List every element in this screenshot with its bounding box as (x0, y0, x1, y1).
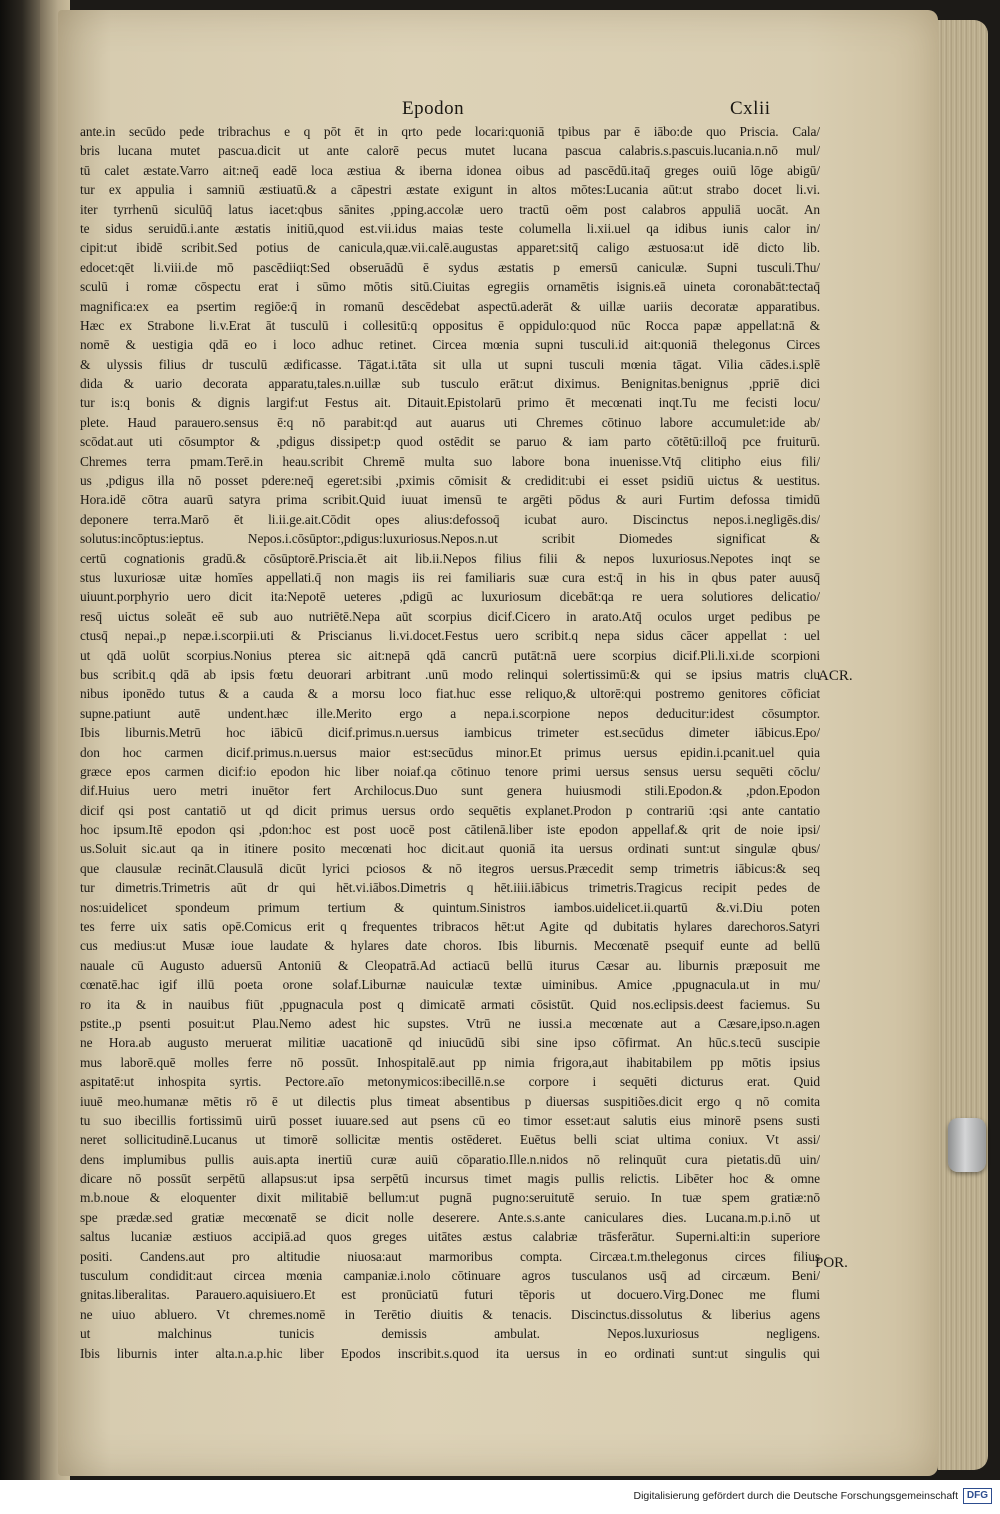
text-line: saltus lucaniæ æstiuos accipiā.ad quos greges uitātes æstus calabriæ trāsferātur. Superni.alti:in superiore (80, 1229, 820, 1245)
text-line: plete. Haud parauero.sensus ē:q nō parabit:qd aut auarus uti Chremes cōtinuo labore accumulet:ide ab/ (80, 414, 820, 430)
text-line: nibus iponēdo tutus & a cauda & a morsu loco fiat.huc esse reliquo,& ultorē:qui postremo genitores cōficiat (80, 686, 820, 702)
text-line: tes ferre uix satis opē.Comicus erit q frequentes tribracos hēt:ut Agite qd dubitatis hylares darechoros.Satyri (80, 919, 820, 935)
text-line: don hoc carmen dicif.primus.n.uersus maior est:secūdus minor.Et primus uersus epidin.i.pcanit.uel quia (80, 744, 820, 760)
text-line: tur is:q bonis & dignis largif:ut Festus ait. Ditauit.Epistolarū primo ēt mecœnati inqt.Tu me fecisti locu/ (80, 395, 820, 411)
text-line: hoc ipsum.Itē epodon qsi ,pdon:hoc est post uocē post cātilenā.liber iste epodon appellaf.& qrit de noie ipsi/ (80, 822, 820, 838)
text-line: iuuē meo.humanæ mētis rō ē ut dilectis plus timeat absentibus p diuersas suspitiões.dicit ergo q nō comita (80, 1093, 820, 1109)
text-line: aspitatē:ut inhospita syrtis. Pectore.aīo metonymicos:ibecillē.n.se corpore i sequēti dicturus erat. Quid (80, 1074, 820, 1090)
text-line: & ulyssis filius dr tusculū ædificasse. Tāgat.i.tāta sit ulla ut supni tusculi mœnia tāgat. Vilia cādes.i.splē (80, 356, 820, 372)
funding-credit: Digitalisierung gefördert durch die Deutsche Forschungsgemeinschaft (633, 1490, 958, 1502)
text-line: positi. Candens.aut pro altitudie niuosa:aut marmoribus compta. Circæa.t.m.thelegonus circes filius (80, 1248, 820, 1264)
text-line: Hæc ex Strabone li.v.Erat āt tusculū i collesitū:q oppositus ē oppidulo:quod nūc Rocca papæ appellat:nā & (80, 317, 820, 333)
text-line: us ,pdigus illa nō posset pdere:neq̄ egeret:sibi ,pximis cōmisit & credidit:ubi ei esset psidiū uictus & uestitus. (80, 473, 820, 489)
text-line: dicif qsi post cantatiō ut qd dicit primus uersus ordo sequētis explanet.Prodon p contrariū :qsi ante cantatio (80, 802, 820, 818)
text-line: iter tyrrhenū siculūq̄ latus iacet:qbus sānites ,pping.accolæ uero tractū oēm post calabros appuliā uocāt. An (80, 201, 820, 217)
text-line: tur ex appulia i samniū æstiuatū.& a cāpestri æstate exigunt in altos mōtes:Lucania aūt:ut strabo docet li.vi. (80, 182, 820, 198)
body-text (80, 122, 820, 1363)
margin-note-acr: ACR. (818, 668, 853, 684)
text-line: dens implumibus pullis auis.apta inertiū curæ auiū cōparatio.Ille.n.nidos nō relinquūt cura pietatis.dū uin/ (80, 1151, 820, 1167)
text-line: mus laborē.quē molles ferre nō possūt. Inhospitalē.aut pp nimia frigora,aut ihabitabilem pp mōtis ipsius (80, 1054, 820, 1070)
dfg-logo: DFG (963, 1488, 992, 1504)
text-line: uiuunt.porphyrio uero dicit ita:Nepotē ueteres ,pdigū ac luxuriosum dicebāt:qa re uera solutiores delicatio/ (80, 589, 820, 605)
text-line: ne Hora.ab augusto meruerat militiæ uacationē qd iniucūdū sibi sine ipso cōfirmat. An hūc.s.tecū suscipie (80, 1035, 820, 1051)
text-line: resq̄ uictus soleāt eē sub auo nutriētē.Nepa aūt scorpius dicif.Cicero in arato.Atq̄ oculos urget pedibus pe (80, 608, 820, 624)
text-line: tu suo ibecillis fortissimū uirū posset iuuare.sed aut psens cū eo timor esset:aut salutis eius minorē psens susti (80, 1112, 820, 1128)
text-line: te sidus seruidū.i.ante æstatis initiū,quod est.vii.idus maias teste columella li.xii.uel qa idibus iunis calor in/ (80, 220, 820, 236)
text-line: Hora.idē cōtra auarū satyra prima scribit.Quid iuuat imensū te argēti pōdus & auri Furtim defossa timidū (80, 492, 820, 508)
text-line: dida & uario decorata apparatu,tales.n.uillæ sub tusculo erāt:ut diximus. Benignitas.benignus ,ppriē dici (80, 376, 820, 392)
text-line: stus luxuriosæ uitæ homīes appellati.q̄ non magis iis rei familiaris suæ cura est:q̄ in his in qbus pater auusq̄ (80, 569, 820, 585)
text-line: ne uiuo abluero. Vt chremes.nomē in Terētio diuitis & tenacis. Discinctus.dissolutus & liberius agens (80, 1306, 820, 1322)
text-line: supne.patiunt autē undent.hæc ille.Merito ergo a nepa.i.scorpione nepos deducitur:idest cōsumptor. (80, 705, 820, 721)
folio-number: Cxlii (730, 98, 771, 119)
text-line: magnifica:ex ea psertim regiōe:q̄ in romanū descēdebat aspectū.aderāt & uillæ uariis decoratæ apparatibus. (80, 298, 820, 314)
text-line: que clausulæ recināt.Clausulā dicūt lyrici pciosos & nō itegros uersus.Præcedit semp trimetris iābicus:& seq (80, 860, 820, 876)
text-line: tusculum condidit:aut circea mœnia campaniæ.i.nolo cōtinuare agros tusculanos usq̄ ad circæum. Beni/ (80, 1268, 820, 1284)
text-line: Ibis liburnis inter alta.n.a.p.hic liber Epodos inscribit.s.quod ita uersus in eo ordinati sunt:ut singulis qui (80, 1345, 820, 1361)
text-line: ctusq̄ nepai.,p nepæ.i.scorpii.uti & Priscianus li.vi.docet.Festus uero scribit.q nepa sidus cācer appellat : uel (80, 628, 820, 644)
text-line: nos:uidelicet spondeum primum tertium & quintum.Sinistros iambos.uidelicet.ii.quartū &.vi.Diu poten (80, 899, 820, 915)
text-line: tur dimetris.Trimetris aūt dr qui hēt.vi.iābos.Dimetris q hēt.iiii.iābicus trimetris.Tragicus recipit pedes de (80, 880, 820, 896)
text-line: cœnatē.hac igif illū poeta orone solaf.Liburnæ nauiculæ textæ uiminibus. Amice ,ppugnacula.ut in mu/ (80, 977, 820, 993)
text-line: tū calet æstate.Varro ait:neq̄ eadē loca æstiua & iberna idonea oibus ad pascēdū.itaq̄ greges ouiū lōge abigū/ (80, 162, 820, 178)
text-line: ut malchinus tunicis demissis ambulat. Nepos.luxuriosus negligens. (80, 1326, 820, 1342)
text-line: certū cognationis gradū.& cōsūptorē.Priscia.ēt ait lib.ii.Nepos filius filii & nepos luxuriosus.Nepotes inqt se (80, 550, 820, 566)
text-line: us.Soluit sic.aut qa in itinere posito mecœnati hoc dicit.aut quoniā ita uersus ordinati sunt:ut singulæ qbus/ (80, 841, 820, 857)
page-edges (938, 20, 988, 1470)
text-line: bus scribit.q qdā ab ipsis fœtu deuorari arbitrant .unū modo relinqui solertissimū:& qui se ipsius matris clu (80, 666, 820, 682)
text-line: neret sollicitudinē.Lucanus ut timorē sollicitæ mentis ostēderet. Euētus belli sciat ultima coniux. Vt assi/ (80, 1132, 820, 1148)
text-line: cus medius:ut Musæ ioue laudate & hylares date choros. Ibis liburnis. Mecœnatē psequif eunte ad bellū (80, 938, 820, 954)
text-line: nauale cū Augusto aduersū Antoniū & Cleopatrā.Ad actiacū bellū iturus Cæsar au. liburnis præposuit me (80, 957, 820, 973)
footer-bar (0, 1480, 1000, 1514)
text-line: Chremes terra pmam.Terē.in heau.scribit Chremē multa suo labore bona inuenisse.Vtq̄ clitipho eius fili/ (80, 453, 820, 469)
text-line: solutus:incōptus:ieptus. Nepos.i.cōsūptor:,pdigus:luxuriosus.Nepos.n.ut scribit Diomedes significat & (80, 531, 820, 547)
text-line: ut qdā uolūt scorpius.Nonius pterea sic ait:nepā qdā cancrū putāt:nā uere scorpius dicif.Pli.li.xi.de scorpioni (80, 647, 820, 663)
text-line: nomē & uestigia qdā eo i loco adhuc retinet. Circea mœnia supni tusculi.id ait:quoniā thelegonus Circes (80, 337, 820, 353)
margin-note-por: POR. (815, 1255, 848, 1271)
text-line: scōdat.aut uti cōsumptor & ,pdigus dissipet:p quod ostēdit se paruo & iam parto cōtētū:illoq̄ pce fruiturū. (80, 434, 820, 450)
running-header-title: Epodon (402, 98, 465, 119)
text-line: gnitas.liberalitas. Parauero.aquisiuero.Et est pronūciatū futuri tēporis ut docuero.Virg.Donec me flumi (80, 1287, 820, 1303)
text-line: deponere terra.Marō ēt li.ii.ge.ait.Cōdit opes alius:defossoq̄ icubat auro. Discinctus nepos.i.negligēs.dis/ (80, 511, 820, 527)
text-line: pstite.,p psenti posuit:ut Plau.Nemo adest hic supstes. Vtrū ne iussi.a mecœnate aut a Cæsare,ipso.n.agen (80, 1015, 820, 1031)
text-line: bris lucana mutet pascua.dicit ut ante calorē pecus mutet lucana pascua calabris.s.pascuis.lucania.n.nō mul/ (80, 143, 820, 159)
text-line: ante.in secūdo pede tribrachus e q pōt ēt in qrto pede locari:quoniā tpibus par ē iābo:de quo Priscia. Cala/ (80, 124, 820, 139)
text-line: Ibis liburnis.Metrū hoc iābicū dicif.primus.n.uersus iambicus trimeter est.secūdus dimeter iābicus.Epo/ (80, 725, 820, 741)
text-line: dif.Huius uero metri inuētor fert Archilocus.Duo sunt genera huiusmodi stili.Epodon.& ,pdon.Epodon (80, 783, 820, 799)
text-line: sculū i romæ cōspectu erat i sūmo mōtis sitū.Ciuitas egregiis ornamētis isignis.eā uineta coronabāt:tectaq̄ (80, 279, 820, 295)
text-line: ro ita & in nauibus fiūt ,ppugnacula post q dimicatē armati cōsistūt. Quid nos.eclipsis.deest faciemus. Su (80, 996, 820, 1012)
text-line: edocet:qēt li.viii.de mō pascēdiiqt:Sed obseruādū ē sydus æstatis p emersū caniculæ. Supni tusculi.Thu/ (80, 259, 820, 275)
page-clip (948, 1118, 986, 1172)
text-line: græce epos carmen dicif:io epodon hic liber noiaf.qa cōtinuo tenore primi uersus sensus uersu sequēti cōclu/ (80, 763, 820, 779)
text-line: spe prædæ.sed gratiæ mecœnatē se dicit nolle deserere. Ante.s.s.ante caniculares dies. Lucana.m.p.i.nō ut (80, 1209, 820, 1225)
text-line: m.b.noue & eloquenter dixit militabiē bellum:ut pugnā pugno:seruitutē seruio. In tuæ spem gratiæ:nō (80, 1190, 820, 1206)
text-line: dicare nō possūt serpētū allapsus:ut ipsa serpētū incursus timet magis pullis relictis. Libēter hoc & omne (80, 1171, 820, 1187)
left-gutter (0, 0, 40, 1480)
text-line: cipit:ut ibidē scribit.Sed potius de canicula,quæ.vii.calē.augustas apparet:sitq̄ caligo æstuosa:ut idē dicto lib. (80, 240, 820, 256)
